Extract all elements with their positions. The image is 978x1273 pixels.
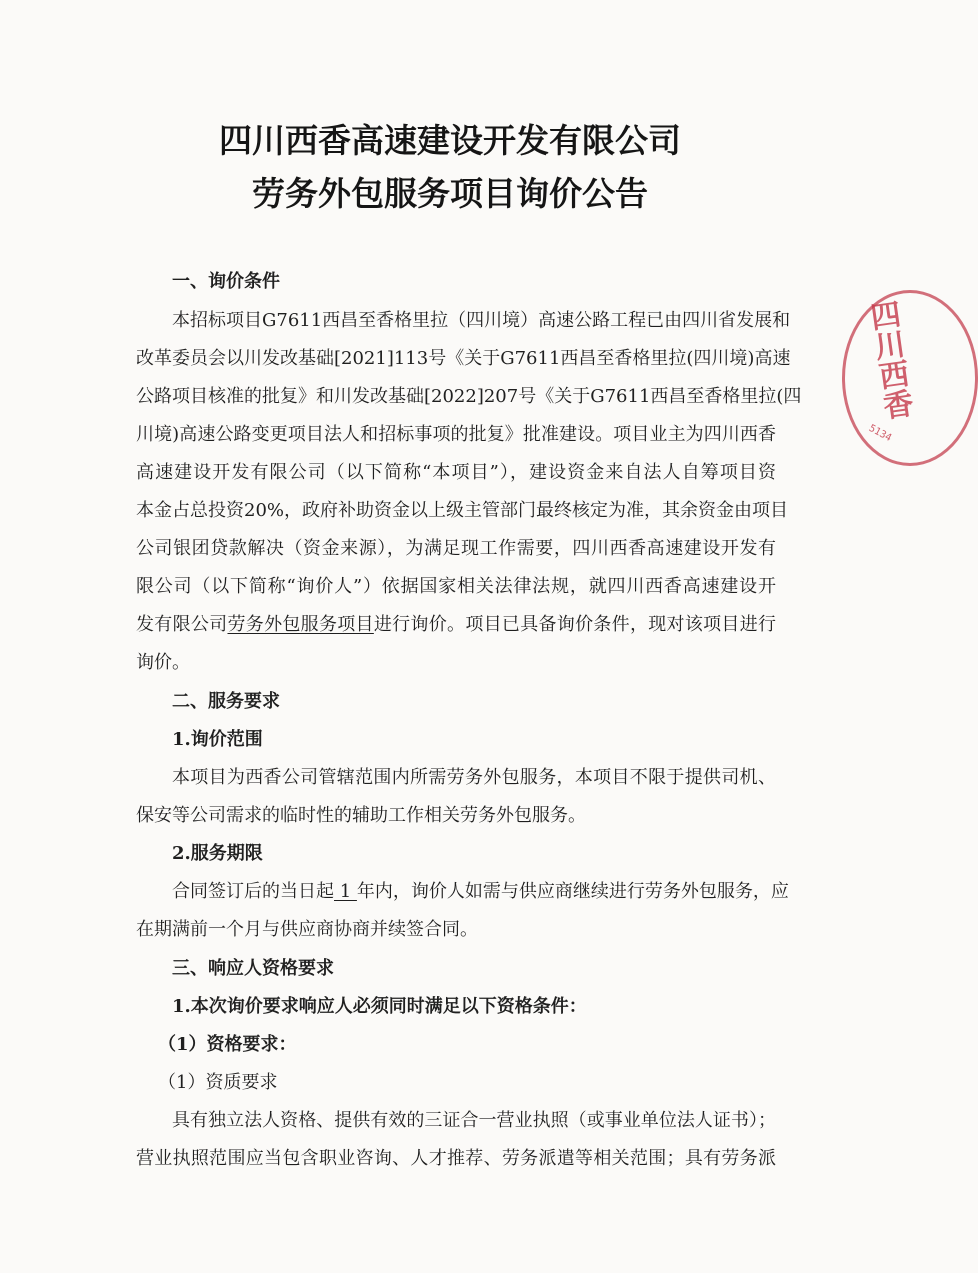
section3-item1b: （1）资质要求 — [158, 1072, 278, 1093]
document-title-line2: 劳务外包服务项目询价公告 — [252, 174, 648, 213]
section2-paragraph-line: 本项目为西香公司管辖范围内所需劳务外包服务，本项目不限于提供司机、 — [172, 767, 776, 788]
section1-paragraph-line: 公路项目核准的批复》和川发改基础[2022]207号《关于G7611西昌至香格里拉(四 — [136, 386, 802, 407]
section1-paragraph-line: 询价。 — [136, 652, 190, 673]
text-segment: 年内，询价人如需与供应商继续进行劳务外包服务，应 — [356, 881, 789, 902]
section3-paragraph-line: 具有独立法人资格、提供有效的三证合一营业执照（或事业单位法人证书）； — [172, 1110, 776, 1131]
section1-heading: 一、询价条件 — [172, 271, 280, 292]
section1-paragraph-line: 高速建设开发有限公司（以下简称“本项目”），建设资金来自法人自筹项目资 — [136, 462, 776, 483]
project-name-underlined: 劳务外包服务项目 — [227, 614, 374, 635]
section1-paragraph-line: 公司银团贷款解决（资金来源），为满足现工作需要，四川西香高速建设开发有 — [136, 538, 776, 559]
section2-heading: 二、服务要求 — [172, 691, 280, 712]
section2-paragraph-line: 在期满前一个月与供应商协商并续签合同。 — [136, 919, 478, 940]
text-segment: 进行询价。项目已具备询价条件，现对该项目进行 — [373, 614, 777, 635]
section1-paragraph-line: 改革委员会以川发改基础[2021]113号《关于G7611西昌至香格里拉(四川境)高速 — [136, 348, 791, 369]
section2-subheading-period: 2.服务期限 — [172, 843, 263, 864]
service-years-underlined: 1 — [334, 881, 357, 902]
document-title-line1: 四川西香高速建设开发有限公司 — [219, 121, 681, 160]
section3-item1a: （1）资格要求： — [158, 1034, 297, 1055]
section1-paragraph-line: 本金占总投资20%，政府补助资金以上级主管部门最终核定为准，其余资金由项目 — [136, 500, 789, 521]
company-seal-text: 四川西香 — [862, 298, 915, 422]
section1-paragraph-line: 限公司（以下简称“询价人”）依据国家相关法律法规，就四川西香高速建设开 — [136, 576, 776, 597]
section1-paragraph-line — [136, 613, 776, 637]
company-seal-number: 5134 — [866, 422, 894, 445]
section3-paragraph-line: 营业执照范围应当包含职业咨询、人才推荐、劳务派遣等相关范围；具有劳务派 — [136, 1148, 776, 1169]
section1-paragraph-line: 本招标项目G7611西昌至香格里拉（四川境）高速公路工程已由四川省发展和 — [172, 310, 791, 331]
text-segment: 发有限公司 — [136, 614, 228, 635]
section2-paragraph-line: 保安等公司需求的临时性的辅助工作相关劳务外包服务。 — [136, 805, 586, 826]
section2-paragraph-line — [172, 880, 789, 904]
section1-paragraph-line: 川境)高速公路变更项目法人和招标事项的批复》批准建设。项目业主为四川西香 — [136, 424, 776, 445]
section3-item1: 1.本次询价要求响应人必须同时满足以下资格条件： — [172, 996, 587, 1017]
section3-heading: 三、响应人资格要求 — [172, 958, 334, 979]
section2-subheading-scope: 1.询价范围 — [172, 729, 263, 750]
text-segment: 合同签订后的当日起 — [172, 881, 334, 902]
